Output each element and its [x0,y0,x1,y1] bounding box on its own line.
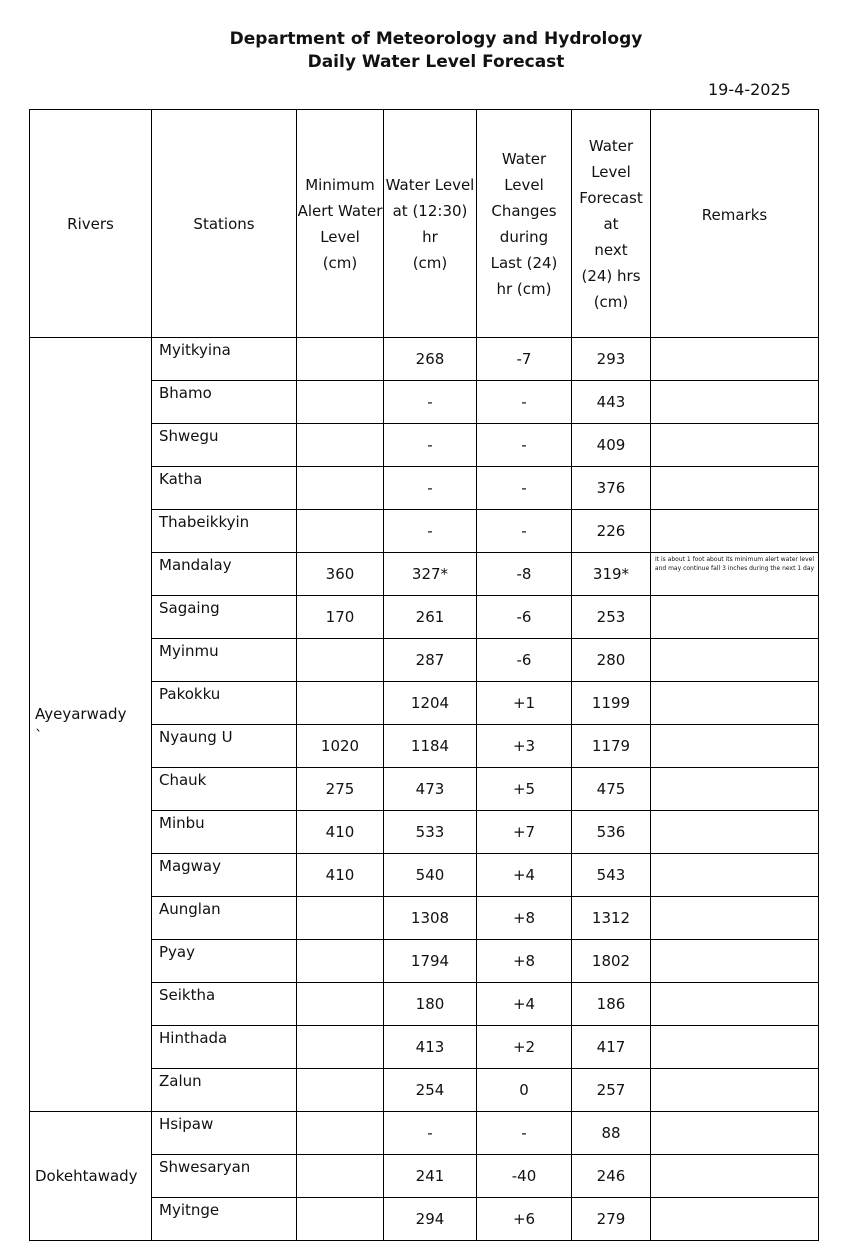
header-water-level-line: (cm) [412,253,448,272]
min-alert-cell [297,1069,384,1112]
header-remarks: Remarks [651,110,819,338]
forecast-cell: 443 [572,381,651,424]
header-min-alert [297,110,384,338]
water-level-cell: 473 [384,768,477,811]
water-level-cell: 540 [384,854,477,897]
header-water-level [384,110,477,338]
min-alert-cell [297,467,384,510]
remarks-cell [651,1026,819,1069]
remarks-cell [651,897,819,940]
forecast-cell: 246 [572,1155,651,1198]
remarks-cell [651,1155,819,1198]
change-cell: -7 [477,338,572,381]
header-rivers: Rivers [30,110,152,338]
river-name: Ayeyarwady [35,704,127,723]
header-changes [477,110,572,338]
water-level-cell: 180 [384,983,477,1026]
header-stations: Stations [152,110,297,338]
header-changes-line: Level [504,175,544,194]
station-cell: Magway [152,854,297,897]
min-alert-cell [297,940,384,983]
change-cell: +8 [477,897,572,940]
header-water-level-line: Water Level [385,175,475,194]
station-cell: Myinmu [152,639,297,682]
min-alert-cell [297,1026,384,1069]
remarks-cell [651,424,819,467]
remarks-cell [651,1112,819,1155]
station-cell: Hinthada [152,1026,297,1069]
river-note: ` [35,726,43,745]
station-cell: Chauk [152,768,297,811]
header-forecast-line: (24) hrs [581,266,641,285]
water-level-cell: 1184 [384,725,477,768]
remarks-cell [651,639,819,682]
water-level-cell: - [384,510,477,553]
header-forecast-line: Forecast [579,188,643,207]
remarks-cell [651,768,819,811]
table-body [30,338,819,1241]
forecast-cell: 293 [572,338,651,381]
water-level-cell: 413 [384,1026,477,1069]
forecast-cell: 409 [572,424,651,467]
forecast-cell: 1312 [572,897,651,940]
change-cell: - [477,424,572,467]
header-min-alert-line: (cm) [322,253,358,272]
min-alert-cell [297,682,384,725]
min-alert-cell [297,1112,384,1155]
water-level-cell: 268 [384,338,477,381]
min-alert-cell [297,1155,384,1198]
change-cell: -6 [477,639,572,682]
water-level-cell: - [384,467,477,510]
station-cell: Thabeikkyin [152,510,297,553]
station-cell: Seiktha [152,983,297,1026]
header-changes-line: hr (cm) [496,279,552,298]
forecast-cell: 186 [572,983,651,1026]
station-cell: Bhamo [152,381,297,424]
station-cell: Shwesaryan [152,1155,297,1198]
header-forecast-line: at [603,214,619,233]
station-cell: Aunglan [152,897,297,940]
change-cell: +6 [477,1198,572,1241]
station-cell: Pyay [152,940,297,983]
forecast-cell: 257 [572,1069,651,1112]
station-cell: Zalun [152,1069,297,1112]
remarks-cell: It is about 1 foot about its minimum alert water level and may continue fall 3 inches during the next 1 day [651,553,819,596]
header-min-alert-line: Alert Water [297,201,383,220]
water-level-cell: 261 [384,596,477,639]
river-name: Dokehtawady [35,1167,138,1185]
header-min-alert-line: Level [320,227,360,246]
remarks-cell [651,381,819,424]
remarks-cell [651,682,819,725]
change-cell: 0 [477,1069,572,1112]
min-alert-cell: 275 [297,768,384,811]
station-cell: Sagaing [152,596,297,639]
min-alert-cell: 360 [297,553,384,596]
station-cell: Pakokku [152,682,297,725]
change-cell: +2 [477,1026,572,1069]
water-level-cell: 1308 [384,897,477,940]
remarks-cell [651,854,819,897]
change-cell: - [477,510,572,553]
remarks-cell [651,811,819,854]
station-cell: Mandalay [152,553,297,596]
table-row [30,1112,819,1155]
min-alert-cell [297,639,384,682]
change-cell: -40 [477,1155,572,1198]
water-level-cell: 254 [384,1069,477,1112]
header-changes-line: Water [501,149,547,168]
remarks-cell [651,596,819,639]
document-subtitle: Daily Water Level Forecast [307,52,565,72]
report-date: 19-4-2025 [708,80,791,99]
station-cell: Hsipaw [152,1112,297,1155]
header-forecast-line: Level [591,162,631,181]
remarks-cell [651,940,819,983]
min-alert-cell [297,897,384,940]
forecast-cell: 1802 [572,940,651,983]
header-water-level-line: at (12:30) hr [392,201,468,246]
station-cell: Myitkyina [152,338,297,381]
min-alert-cell: 1020 [297,725,384,768]
river-name-cell [30,1112,152,1241]
forecast-cell: 279 [572,1198,651,1241]
header-forecast-line: Water [588,136,634,155]
forecast-cell: 253 [572,596,651,639]
min-alert-cell [297,338,384,381]
header-forecast-line: next [594,240,628,259]
header-forecast [572,110,651,338]
remarks-cell [651,983,819,1026]
water-level-table [29,109,819,1241]
water-level-cell: 287 [384,639,477,682]
station-cell: Katha [152,467,297,510]
min-alert-cell [297,983,384,1026]
change-cell: +4 [477,854,572,897]
water-level-cell: 1204 [384,682,477,725]
water-level-cell: - [384,424,477,467]
forecast-cell: 1179 [572,725,651,768]
station-cell: Minbu [152,811,297,854]
header-changes-line: Changes [491,201,557,220]
forecast-cell: 475 [572,768,651,811]
forecast-cell: 280 [572,639,651,682]
remarks-cell [651,1069,819,1112]
station-cell: Myitnge [152,1198,297,1241]
forecast-cell: 88 [572,1112,651,1155]
min-alert-cell [297,424,384,467]
remarks-cell [651,510,819,553]
forecast-cell: 536 [572,811,651,854]
change-cell: +1 [477,682,572,725]
header-changes-line: during [499,227,549,246]
water-level-cell: - [384,1112,477,1155]
min-alert-cell [297,1198,384,1241]
remarks-cell [651,338,819,381]
header-min-alert-line: Minimum [305,175,375,194]
water-level-cell: 327* [384,553,477,596]
min-alert-cell [297,381,384,424]
table-header-row [30,110,819,338]
station-cell: Shwegu [152,424,297,467]
forecast-cell: 543 [572,854,651,897]
remarks-cell [651,467,819,510]
forecast-cell: 376 [572,467,651,510]
water-level-cell: 1794 [384,940,477,983]
change-cell: -6 [477,596,572,639]
change-cell: +3 [477,725,572,768]
change-cell: +8 [477,940,572,983]
forecast-cell: 319* [572,553,651,596]
station-cell: Nyaung U [152,725,297,768]
water-level-cell: 241 [384,1155,477,1198]
change-cell: - [477,381,572,424]
change-cell: +5 [477,768,572,811]
river-name-cell [30,338,152,1112]
min-alert-cell: 410 [297,811,384,854]
header-changes-line: Last (24) [490,253,558,272]
document-title: Department of Meteorology and Hydrology [229,29,643,49]
change-cell: +4 [477,983,572,1026]
forecast-cell: 1199 [572,682,651,725]
forecast-cell: 417 [572,1026,651,1069]
min-alert-cell: 410 [297,854,384,897]
water-level-cell: 533 [384,811,477,854]
min-alert-cell: 170 [297,596,384,639]
remarks-cell [651,1198,819,1241]
change-cell: - [477,1112,572,1155]
header-forecast-line: (cm) [593,292,629,311]
water-level-cell: - [384,381,477,424]
change-cell: +7 [477,811,572,854]
table-row [30,338,819,381]
change-cell: - [477,467,572,510]
water-level-cell: 294 [384,1198,477,1241]
remarks-cell [651,725,819,768]
forecast-cell: 226 [572,510,651,553]
change-cell: -8 [477,553,572,596]
min-alert-cell [297,510,384,553]
